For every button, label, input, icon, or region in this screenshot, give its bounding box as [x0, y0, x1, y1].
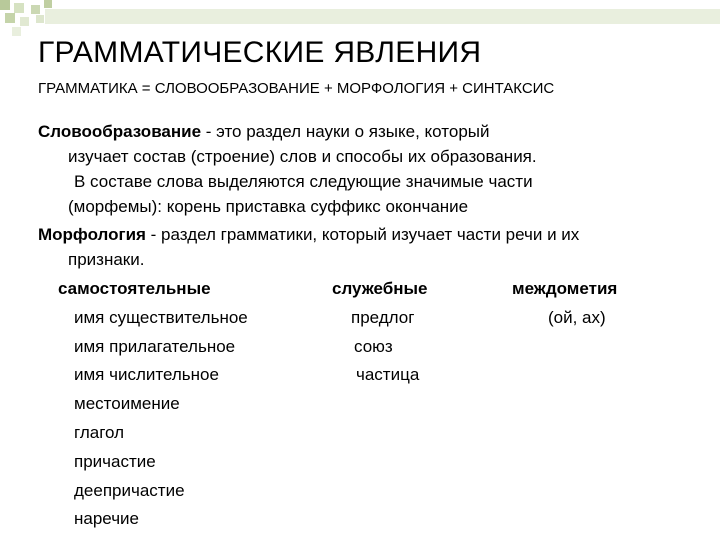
- morphology-definition-cont: признаки.: [68, 250, 145, 269]
- morphology-definition-start: - раздел грамматики, который изучает части речи и их: [145, 225, 580, 244]
- decorative-corner-squares: [0, 0, 720, 40]
- list-item: наречие: [74, 509, 139, 528]
- morphology-term: Морфология: [38, 225, 146, 244]
- list-item: деепричастие: [74, 481, 185, 500]
- word-formation-definition-start: - это раздел науки о языке, который: [201, 122, 490, 141]
- morphology-definition: [38, 225, 579, 245]
- page-title: ГРАММАТИЧЕСКИЕ ЯВЛЕНИЯ: [38, 36, 482, 69]
- list-item: местоимение: [74, 394, 180, 413]
- list-item: причастие: [74, 452, 156, 471]
- heading-auxiliary: служебные: [332, 279, 428, 298]
- heading-interjections: междометия: [512, 279, 618, 298]
- word-formation-definition-cont: изучает состав (строение) слов и способы их образования.: [68, 147, 537, 166]
- list-item: союз: [354, 337, 393, 356]
- heading-independent: самостоятельные: [58, 279, 211, 298]
- morphemes-intro: В составе слова выделяются следующие значимые части: [74, 172, 533, 191]
- word-formation-definition: [38, 122, 489, 142]
- list-item: имя прилагательное: [74, 337, 236, 356]
- morphemes-list: (морфемы): корень приставка суффикс окончание: [68, 197, 469, 216]
- interjection-example: (ой, ах): [548, 308, 606, 327]
- list-item: частица: [356, 365, 420, 384]
- subtitle-formula: ГРАММАТИКА = СЛОВООБРАЗОВАНИЕ + МОРФОЛОГИЯ + СИНТАКСИС: [38, 80, 555, 97]
- list-item: имя существительное: [74, 308, 248, 327]
- list-item: глагол: [74, 423, 125, 442]
- list-item: предлог: [351, 308, 415, 327]
- word-formation-term: Словообразование: [38, 122, 202, 141]
- list-item: имя числительное: [74, 365, 219, 384]
